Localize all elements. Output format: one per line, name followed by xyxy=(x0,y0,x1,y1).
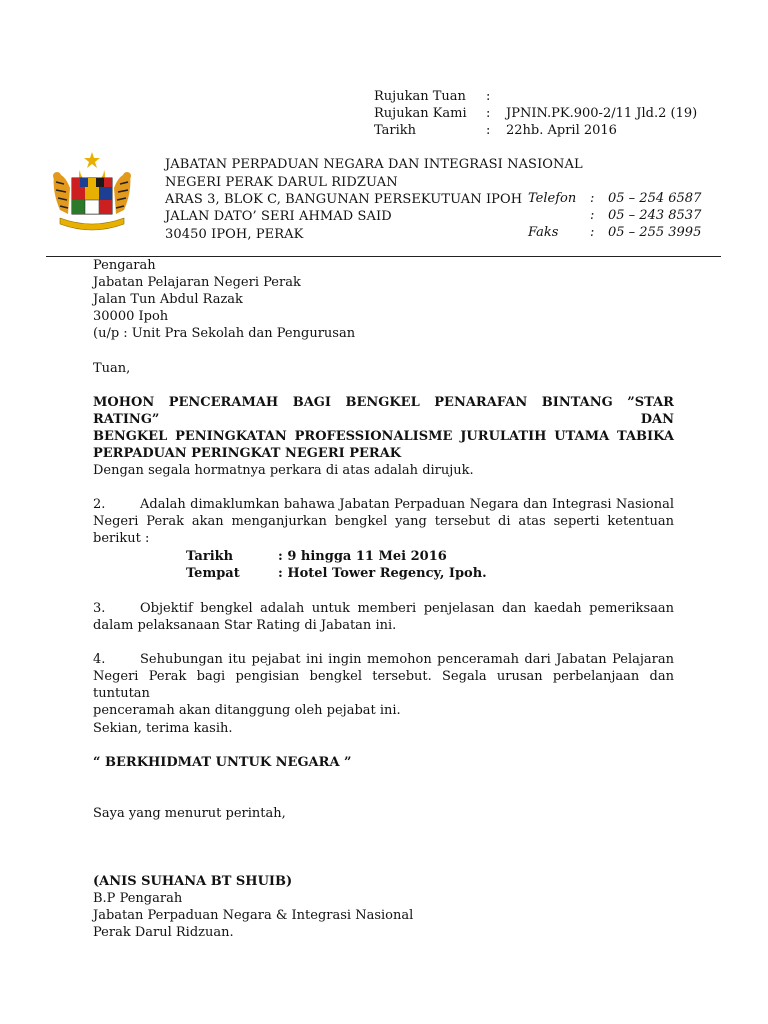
motto: “ BERKHIDMAT UNTUK NEGARA ” xyxy=(93,755,352,770)
ref-tarikh-value: 22hb. April 2016 xyxy=(506,123,617,138)
paragraph-3 xyxy=(93,600,674,634)
letter-subject xyxy=(93,394,674,462)
detail-tarikh xyxy=(186,548,447,565)
contact-colon: : xyxy=(590,208,595,223)
letterhead-address-3: 30450 IPOH, PERAK xyxy=(165,227,304,242)
recipient-line: (u/p : Unit Pra Sekolah dan Pengurusan xyxy=(93,326,356,341)
signatory-title: B.P Pengarah xyxy=(93,891,183,906)
detail-tempat-label: Tempat xyxy=(186,566,240,581)
ref-tarikh xyxy=(374,122,617,139)
paragraph-line: Negeri Perak bagi pengisian bengkel tersebut. Segala urusan perbelanjaan dan tuntutan xyxy=(93,669,674,701)
contact-telefon-2: 05 – 243 8537 xyxy=(608,208,702,223)
recipient-line: Jalan Tun Abdul Razak xyxy=(93,292,243,307)
contact-colon: : xyxy=(590,225,595,240)
detail-tempat-value: : Hotel Tower Regency, Ipoh. xyxy=(278,566,487,581)
contact-faks-label: Faks xyxy=(528,225,559,240)
contact-faks: 05 – 255 3995 xyxy=(608,225,702,240)
recipient-line: 30000 Ipoh xyxy=(93,309,169,324)
letterhead-address-2: JALAN DATO’ SERI AHMAD SAID xyxy=(165,209,392,224)
recipient-address xyxy=(93,257,674,342)
ref-colon: : xyxy=(486,106,491,121)
paragraph-line: dalam pelaksanaan Star Rating di Jabatan ini. xyxy=(93,618,397,633)
paragraph-line: penceramah akan ditanggung oleh pejabat ini. xyxy=(93,703,401,718)
paragraph-line: Negeri Perak akan menganjurkan bengkel yang tersebut di atas seperti ketentuan xyxy=(93,514,674,529)
paragraph-1: Dengan segala hormatnya perkara di atas adalah dirujuk. xyxy=(93,463,474,478)
paragraph-number: 2. xyxy=(93,497,106,512)
coat-of-arms-emblem xyxy=(50,152,134,234)
ref-rujukan-kami-value: JPNIN.PK.900-2/11 Jld.2 (19) xyxy=(506,106,698,121)
detail-tempat xyxy=(186,565,487,582)
star-icon xyxy=(84,152,100,168)
paragraph-line: berikut : xyxy=(93,531,150,546)
motto-scroll xyxy=(60,218,124,230)
paragraph-2 xyxy=(93,496,674,547)
letterhead-address-1: ARAS 3, BLOK C, BANGUNAN PERSEKUTUAN IPOH xyxy=(165,192,523,207)
ref-rujukan-kami xyxy=(374,105,697,122)
contact-colon: : xyxy=(590,191,595,206)
contact-telefon-label: Telefon xyxy=(528,191,577,206)
signatory-name: (ANIS SUHANA BT SHUIB) xyxy=(93,874,293,889)
paragraph-line xyxy=(93,496,674,513)
signatory-state: Perak Darul Ridzuan. xyxy=(93,925,234,940)
shield-icon xyxy=(72,178,112,214)
detail-tarikh-value: : 9 hingga 11 Mei 2016 xyxy=(278,549,447,564)
subject-line: MOHON PENCERAMAH BAGI BENGKEL PENARAFAN BINTANG ”STAR RATING” DAN xyxy=(93,395,674,427)
signatory-dept: Jabatan Perpaduan Negara & Integrasi Nasional xyxy=(93,908,414,923)
ref-colon: : xyxy=(486,89,491,104)
left-tiger-icon xyxy=(53,172,70,214)
right-tiger-icon xyxy=(114,172,131,214)
paragraph-number: 3. xyxy=(93,601,106,616)
paragraph-4 xyxy=(93,651,674,719)
recipient-line: Jabatan Pelajaran Negeri Perak xyxy=(93,275,301,290)
paragraph-text: Adalah dimaklumkan bahawa Jabatan Perpaduan Negara dan Integrasi Nasional xyxy=(140,497,674,512)
ref-colon: : xyxy=(486,123,491,138)
subject-line: PERPADUAN PERINGKAT NEGERI PERAK xyxy=(93,446,402,461)
paragraph-text: Objektif bengkel adalah untuk memberi penjelasan dan kaedah pemeriksaan xyxy=(140,601,674,616)
ref-rujukan-tuan-label: Rujukan Tuan xyxy=(374,89,466,104)
paragraph-text: Sehubungan itu pejabat ini ingin memohon penceramah dari Jabatan Pelajaran xyxy=(140,652,674,667)
ref-tarikh-label: Tarikh xyxy=(374,123,417,138)
letterhead-state: NEGERI PERAK DARUL RIDZUAN xyxy=(165,175,398,190)
ref-rujukan-kami-label: Rujukan Kami xyxy=(374,106,467,121)
recipient-line: Pengarah xyxy=(93,258,156,273)
subject-line: BENGKEL PENINGKATAN PROFESSIONALISME JURULATIH UTAMA TABIKA xyxy=(93,429,674,444)
ref-rujukan-tuan xyxy=(374,88,506,105)
sign-off: Saya yang menurut perintah, xyxy=(93,806,286,821)
paragraph-number: 4. xyxy=(93,652,106,667)
paragraph-line xyxy=(93,651,674,668)
contact-telefon-1: 05 – 254 6587 xyxy=(608,191,702,206)
closing: Sekian, terima kasih. xyxy=(93,721,233,736)
letterhead-dept: JABATAN PERPADUAN NEGARA DAN INTEGRASI NASIONAL xyxy=(165,157,583,172)
salutation: Tuan, xyxy=(93,361,131,376)
paragraph-line xyxy=(93,600,674,617)
signatory-block xyxy=(93,873,674,941)
detail-tarikh-label: Tarikh xyxy=(186,549,234,564)
